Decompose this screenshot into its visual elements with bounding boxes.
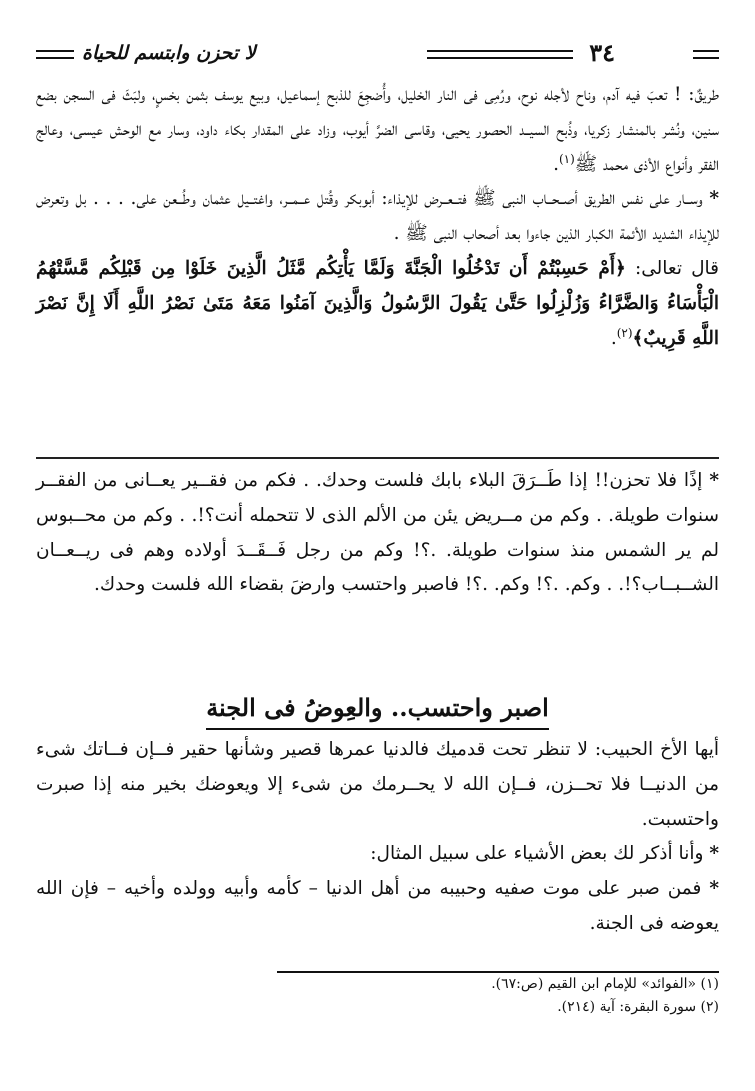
paragraph-dear-brother: أيها الأخ الحبيب: لا تنظر تحت قدميك فالدنيا عمرها قصير وشأنها حقير فــإن فــاتك شىء من الدنيــا فلا تحــزن، فــإن الله لا يحــرمك من شىء إلا ويعوضك بخير منه إذا صبرت واحتسبت. [36,739,719,830]
quran-quote: قال تعالى: ﴿أَمْ حَسِبْتُمْ أَن تَدْخُلُوا الْجَنَّةَ وَلَمَّا يَأْتِكُم مَّثَلُ الَّذِينَ خَلَوْا مِن قَبْلِكُم مَّسَّتْهُمُ الْبَأْسَاءُ وَالضَّرَّاءُ وَزُلْزِلُوا حَتَّىٰ يَقُولَ الرَّسُولُ وَالَّذِينَ آمَنُوا مَعَهُ مَتَىٰ نَصْرُ اللَّهِ أَلَا إِنَّ نَصْرَ اللَّهِ قَرِيبٌ﴾$^{(٢)}$. [36,257,720,349]
page-number: ٣٤ [589,38,615,67]
footnote-2: (٢) سورة البقرة: آية (٢١٤). [557,999,719,1015]
star-bullet: * [709,878,719,900]
footnote-1: (١) «الفوائد» للإمام ابن القيم (ص:٦٧). [491,976,719,992]
header-rule-left [36,50,74,59]
paragraph-companions: * وســار على نفس الطريق أصــحــاب النبى ﷺ فتــعــرض للإيذاء: أبوبكر وقُتل عــمــر، واغتــيل عثمان وطُــعن على. . . . بل وتعرض للإيذاء الشديد الأئمة الكبار الذين جاءوا بعد أصحاب النبى ﷺ . [36,188,719,245]
header-rule-right [693,50,719,59]
footnote-ref-2: (٢) [616,325,633,340]
text-block-bottom [36,733,719,942]
paragraph-examples-intro: * وأنا أذكر لك بعض الأشياء على سبيل المثال: [370,843,719,865]
star-bullet: * [709,188,719,210]
paragraph-path-of-prophets: طريقٌ: ! تعبَ فيه آدم، وناح لأجله نوح، ورُمِى فى النار الخليل، وأُضجِعَ للذبح إسماعيل، وبيع يوسف بثمن بخسٍ، ولبَثَ فى السجن بضع سنين، ونُشر بالمنشار زكريا، وذُبح السيــد الحصور يحيى، وقاسى الضرَّ أيوب، وزاد على المقدار بكاء داود، وسار مع الوحش عيسى، وعالج الفقر وأنواع الأذى محمد ﷺ$^{(١)}$. [36,84,719,175]
paragraph-patience-reward: * فمن صبر على موت صفيه وحبيبه من أهل الدنيا – كأمه وأبيه وولده وأخيه – فإن الله يعوضه فى الجنة. [36,878,719,934]
quran-intro: قال تعالى: [625,257,720,279]
star-bullet: * [709,843,719,865]
text-block-top [36,78,719,356]
divider [36,457,719,459]
star-bullet: * [709,470,719,491]
footnote-ref-1: (١) [558,151,575,166]
paragraph-you-are-not-alone: * إذًا فلا تحزن!! إذا طَــرَقَ البلاء بابك فلست وحدك. . فكم من فقــير يعــانى من الفقــر سنوات طويلة. . وكم من مــريض يئن من الألم الذى لا تتحمله أنت؟!. . وكم من محــبوس لم ير الشمس منذ سنوات طويلة. .؟! وكم من رجل فَــقَــدَ أولاده وهم فى ريــعــان الشــبــاب؟!. . وكم. .؟! وكم. .؟! فاصبر واحتسب وارضَ بقضاء الله فلست وحدك. [36,470,719,596]
page-header [36,38,719,72]
section-heading: اصبر واحتسب.. والعِوضُ فى الجنة [0,690,755,730]
header-rule-middle [427,50,573,59]
quran-verse: ﴿أَمْ حَسِبْتُمْ أَن تَدْخُلُوا الْجَنَّةَ وَلَمَّا يَأْتِكُم مَّثَلُ الَّذِينَ خَلَوْا مِن قَبْلِكُم مَّسَّتْهُمُ الْبَأْسَاءُ وَالضَّرَّاءُ وَزُلْزِلُوا حَتَّىٰ يَقُولَ الرَّسُولُ وَالَّذِينَ آمَنُوا مَعَهُ مَتَىٰ نَصْرُ اللَّهِ أَلَا إِنَّ نَصْرَ اللَّهِ قَرِيبٌ﴾ [36,257,719,349]
running-title: لا تحزن وابتسم للحياة [82,42,256,64]
footnotes [36,973,719,1019]
text-block-middle [36,464,719,603]
